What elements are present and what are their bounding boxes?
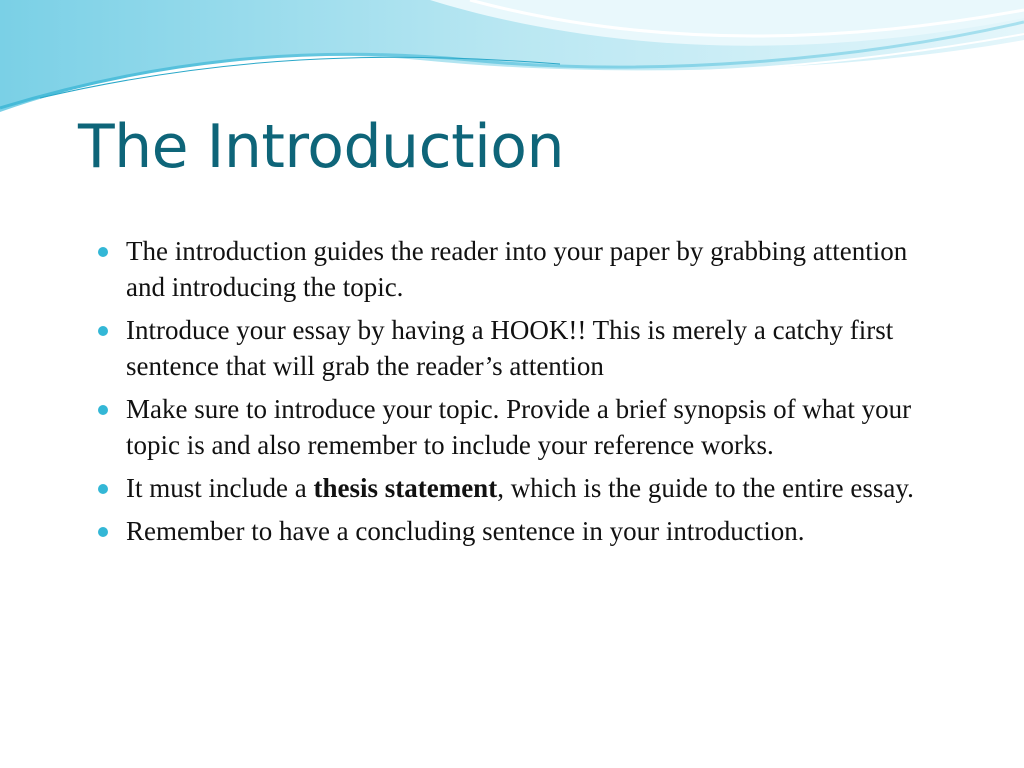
bullet-item — [96, 513, 946, 549]
bullet-text-pre: It must include a — [126, 473, 314, 503]
bullet-dot-icon — [98, 527, 108, 537]
bullet-item — [96, 391, 946, 463]
bullet-item — [96, 233, 946, 305]
bullet-dot-icon — [98, 484, 108, 494]
bullet-text: Make sure to introduce your topic. Provide a brief synopsis of what your topic is and also remember to include your reference works. — [126, 394, 912, 460]
bullet-text: Remember to have a concluding sentence in your introduction. — [126, 516, 805, 546]
bullet-dot-icon — [98, 326, 108, 336]
bullet-text: Introduce your essay by having a HOOK!! This is merely a catchy first sentence that will grab the reader’s attention — [126, 315, 894, 381]
bullet-dot-icon — [98, 247, 108, 257]
bullet-text: The introduction guides the reader into your paper by grabbing attention and introducing the topic. — [126, 236, 908, 302]
bullet-dot-icon — [98, 405, 108, 415]
bullet-item — [96, 312, 946, 384]
header-wave-decoration — [0, 0, 1024, 120]
bullet-list — [96, 233, 946, 556]
bullet-item — [96, 470, 946, 506]
bullet-text-bold: thesis statement — [313, 473, 498, 503]
bullet-text-post: , which is the guide to the entire essay. — [497, 473, 914, 503]
slide-title: The Introduction — [78, 112, 565, 182]
